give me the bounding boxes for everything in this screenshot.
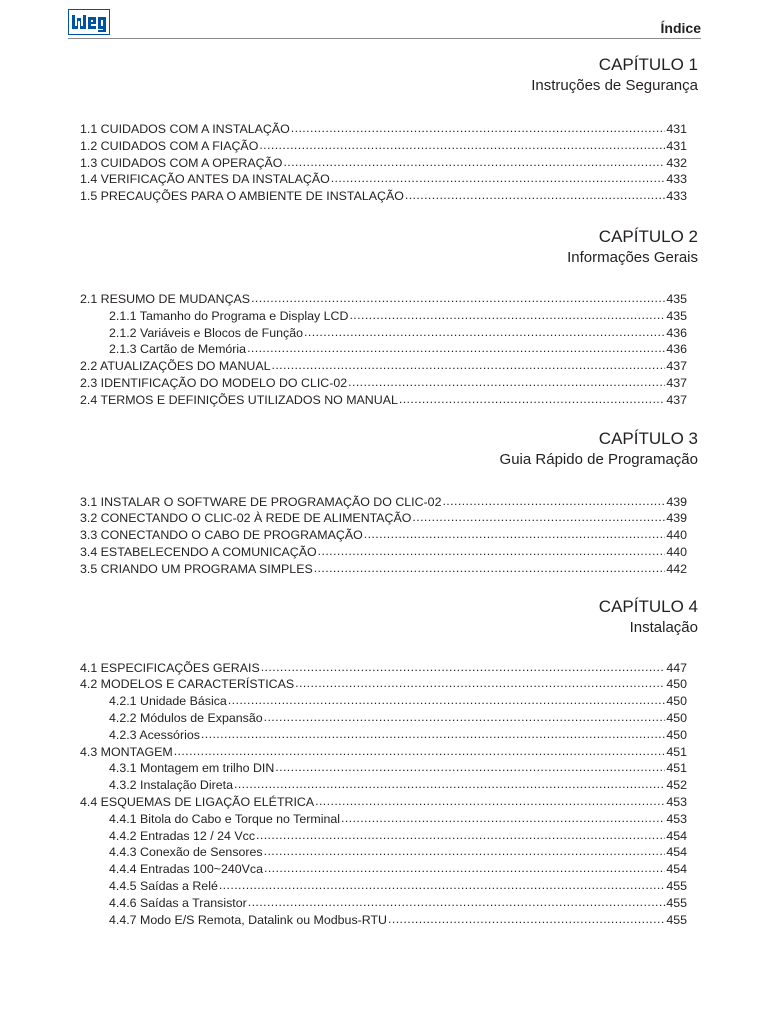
toc-entry[interactable] [80, 676, 687, 693]
dot-leader [304, 324, 665, 341]
toc-subentry[interactable] [80, 325, 687, 342]
toc-entry-label: 1.1 CUIDADOS COM A INSTALAÇÃO [80, 122, 290, 136]
toc-entry-label: 4.1 ESPECIFICAÇÕES GERAIS [80, 660, 260, 675]
toc-entry-label: 4.4.3 Conexão de Sensores [109, 845, 263, 860]
toc-page-number: 450 [666, 677, 687, 692]
dot-leader [228, 692, 666, 709]
toc-entry-label: 2.1.2 Variáveis e Blocos de Função [109, 325, 304, 340]
chapter-section [80, 596, 698, 929]
dot-leader [341, 810, 665, 827]
dot-leader [174, 743, 666, 760]
dot-leader [264, 843, 666, 860]
toc-entry[interactable] [80, 561, 687, 578]
toc-entry[interactable] [80, 392, 687, 409]
chapter-subtitle: Instalação [629, 618, 698, 636]
chapter-title: CAPÍTULO 4 [598, 596, 698, 616]
toc-entry-label: 2.4 TERMOS E DEFINIÇÕES UTILIZADOS NO MANUAL [80, 392, 398, 407]
toc-entry-label: 4.2.2 Módulos de Expansão [109, 710, 263, 725]
toc-subentry[interactable] [80, 895, 687, 912]
page-title: Índice [660, 20, 701, 36]
toc-page-number: 454 [666, 828, 687, 843]
dot-leader [251, 290, 665, 307]
toc-entry-label: 2.2 ATUALIZAÇÕES DO MANUAL [80, 359, 271, 374]
dot-leader [331, 170, 666, 187]
dot-leader [399, 391, 665, 408]
dot-leader [264, 860, 665, 877]
toc-subentry[interactable] [80, 844, 687, 861]
toc-entry[interactable] [80, 794, 687, 811]
chapter-title: CAPÍTULO 1 [598, 55, 698, 74]
toc-entry-label: 4.3.2 Instalação Direta [109, 778, 233, 793]
dot-leader [315, 793, 665, 810]
toc-entry[interactable] [80, 138, 687, 155]
dot-leader [261, 659, 666, 676]
toc-entry-label: 4.4.5 Saídas a Relé [109, 878, 218, 893]
toc-entry[interactable] [80, 188, 687, 205]
toc-list [80, 121, 687, 205]
toc-entry-label: 3.1 INSTALAR O SOFTWARE DE PROGRAMAÇÃO DO CLIC-02 [80, 494, 442, 509]
dot-leader [348, 374, 665, 391]
toc-page-number: 437 [666, 375, 687, 390]
dot-leader [318, 543, 666, 560]
chapter-subtitle: Informações Gerais [567, 248, 698, 266]
dot-leader [412, 509, 665, 526]
toc-subentry[interactable] [80, 777, 687, 794]
toc-page-number: 451 [666, 744, 687, 759]
chapter-subtitle: Guia Rápido de Programação [499, 450, 698, 468]
toc-page-number: 455 [666, 878, 687, 893]
dot-leader [349, 307, 665, 324]
dot-leader [388, 911, 665, 928]
toc-page-number: 436 [666, 325, 687, 340]
toc-entry-label: 3.5 CRIANDO UM PROGRAMA SIMPLES [80, 561, 313, 576]
toc-list [80, 494, 687, 578]
toc-page-number: 454 [666, 845, 687, 860]
dot-leader [442, 493, 665, 510]
toc-subentry[interactable] [80, 760, 687, 777]
toc-entry-label: 4.3 MONTAGEM [80, 744, 173, 759]
toc-entry-label: 1.2 CUIDADOS COM A FIAÇÃO [80, 138, 259, 153]
toc-list [80, 660, 687, 929]
toc-entry[interactable] [80, 660, 687, 677]
toc-entry-label: 3.4 ESTABELECENDO A COMUNICAÇÃO [80, 544, 317, 559]
toc-page-number: 439 [666, 494, 687, 509]
toc-page-number: 451 [666, 761, 687, 776]
toc-subentry[interactable] [80, 912, 687, 929]
toc-entry-label: 4.2 MODELOS E CARACTERÍSTICAS [80, 677, 295, 692]
dot-leader [247, 340, 665, 357]
toc-entry[interactable] [80, 375, 687, 392]
dot-leader [291, 120, 666, 137]
toc-entry-label: 3.2 CONECTANDO O CLIC-02 À REDE DE ALIMENTAÇÃO [80, 511, 412, 526]
dot-leader [264, 709, 666, 726]
toc-page-number: 440 [666, 528, 687, 543]
toc-page-number: 435 [666, 308, 687, 323]
toc-entry-label: 4.4.7 Modo E/S Remota, Datalink ou Modbus-RTU [109, 912, 388, 927]
toc-entry-label: 4.4.4 Entradas 100~240Vca [109, 862, 263, 877]
dot-leader [259, 137, 665, 154]
toc-page-number: 452 [666, 778, 687, 793]
toc-subentry[interactable] [80, 878, 687, 895]
toc-page-number: 453 [666, 794, 687, 809]
toc-page-number: 431 [666, 122, 687, 136]
dot-leader [248, 894, 666, 911]
toc-page-number: 433 [666, 189, 687, 204]
toc-entry-label: 2.1 RESUMO DE MUDANÇAS [80, 291, 251, 306]
chapter-section [80, 226, 698, 409]
toc-entry[interactable] [80, 155, 687, 172]
toc-page-number: 454 [666, 862, 687, 877]
dot-leader [364, 526, 666, 543]
toc-entry-label: 2.1.1 Tamanho do Programa e Display LCD [109, 308, 349, 323]
toc-entry[interactable] [80, 744, 687, 761]
toc-page-number: 453 [666, 811, 687, 826]
dot-leader [256, 827, 665, 844]
toc-entry-label: 2.1.3 Cartão de Memória [109, 342, 247, 357]
toc-entry-label: 3.3 CONECTANDO O CABO DE PROGRAMAÇÃO [80, 528, 363, 543]
toc-page-number: 455 [666, 912, 687, 927]
toc-page-number: 450 [666, 727, 687, 742]
toc-page-number: 450 [666, 710, 687, 725]
dot-leader [295, 675, 665, 692]
toc-entry-label: 4.2.1 Unidade Básica [109, 694, 227, 709]
header-divider [68, 38, 701, 39]
toc-entry-label: 4.4.2 Entradas 12 / 24 Vcc [109, 828, 256, 843]
toc-entry-label: 4.4.6 Saídas a Transistor [109, 895, 247, 910]
toc-page-number: 432 [666, 155, 687, 170]
toc-page-number: 440 [666, 544, 687, 559]
toc-entry[interactable] [80, 510, 687, 527]
dot-leader [234, 776, 665, 793]
toc-entry-label: 4.2.3 Acessórios [109, 727, 200, 742]
toc-subentry[interactable] [80, 693, 687, 710]
toc-entry-label: 1.3 CUIDADOS COM A OPERAÇÃO [80, 155, 283, 170]
toc-subentry[interactable] [80, 861, 687, 878]
chapter-section [80, 428, 698, 578]
toc-entry[interactable] [80, 171, 687, 188]
toc-entry-label: 4.4.1 Bitola do Cabo e Torque no Terminal [109, 811, 340, 826]
toc-entry[interactable] [80, 291, 687, 308]
toc-entry[interactable] [80, 358, 687, 375]
toc-entry[interactable] [80, 544, 687, 561]
toc-subentry[interactable] [80, 828, 687, 845]
toc-page-number: 447 [666, 660, 687, 675]
toc-page-number: 439 [666, 511, 687, 526]
toc-subentry[interactable] [80, 710, 687, 727]
chapter-heading [80, 54, 698, 96]
chapter-title: CAPÍTULO 2 [598, 226, 698, 246]
toc-entry-label: 1.4 VERIFICAÇÃO ANTES DA INSTALAÇÃO [80, 172, 330, 187]
dot-leader [272, 357, 666, 374]
dot-leader [405, 187, 665, 204]
toc-subentry[interactable] [80, 811, 687, 828]
chapter-subtitle: Instruções de Segurança [531, 77, 698, 94]
dot-leader [283, 154, 665, 171]
chapter-heading [80, 596, 698, 638]
toc-page-number: 437 [666, 392, 687, 407]
toc-page-number: 435 [666, 291, 687, 306]
toc-page-number: 433 [666, 172, 687, 187]
toc-entry-label: 1.5 PRECAUÇÕES PARA O AMBIENTE DE INSTALAÇÃO [80, 189, 404, 204]
toc-entry[interactable] [80, 527, 687, 544]
page-header [68, 0, 701, 40]
dot-leader [219, 877, 665, 894]
toc-page-number: 455 [666, 895, 687, 910]
chapter-section [80, 54, 698, 205]
toc-page-number: 437 [666, 359, 687, 374]
dot-leader [314, 560, 666, 577]
toc-page-number: 431 [666, 138, 687, 153]
toc-page-number: 442 [666, 561, 687, 576]
chapter-heading [80, 226, 698, 268]
toc-page-number: 450 [666, 694, 687, 709]
toc-entry[interactable] [80, 121, 687, 138]
toc-entry-label: 2.3 IDENTIFICAÇÃO DO MODELO DO CLIC-02 [80, 375, 348, 390]
toc-subentry[interactable] [80, 308, 687, 325]
toc-entry-label: 4.4 ESQUEMAS DE LIGAÇÃO ELÉTRICA [80, 794, 315, 809]
chapter-title: CAPÍTULO 3 [598, 428, 698, 448]
dot-leader [201, 726, 665, 743]
toc-entry-label: 4.3.1 Montagem em trilho DIN [109, 761, 275, 776]
dot-leader [275, 759, 665, 776]
chapter-heading [80, 428, 698, 470]
toc-page-number: 436 [666, 342, 687, 357]
toc-subentry[interactable] [80, 727, 687, 744]
table-of-contents [80, 54, 698, 928]
weg-logo [68, 9, 110, 35]
toc-list [80, 291, 687, 409]
toc-entry[interactable] [80, 494, 687, 511]
toc-subentry[interactable] [80, 341, 687, 358]
